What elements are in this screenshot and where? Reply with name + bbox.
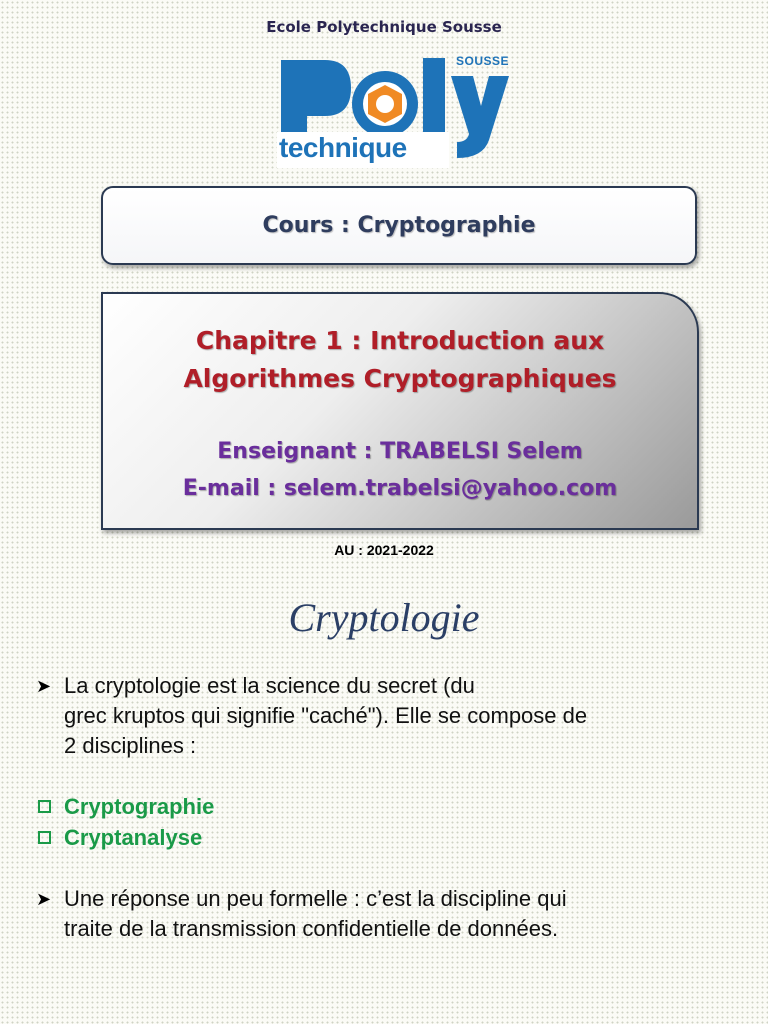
teacher-email: E-mail : selem.trabelsi@yahoo.com	[182, 476, 618, 501]
paragraph-line: La cryptologie est la science du secret (du	[64, 673, 475, 698]
list-item-label: Cryptanalyse	[64, 825, 203, 850]
course-title: Cours : Cryptographie	[262, 213, 536, 238]
list-item	[36, 791, 636, 822]
polytechnique-logo	[277, 54, 509, 168]
paragraph-line: grec kruptos qui signifie "caché"). Elle se compose de	[64, 703, 588, 728]
course-box	[101, 186, 697, 265]
chapter-box	[101, 292, 699, 530]
chapter-title	[103, 322, 697, 398]
paragraph-formal-definition	[36, 884, 756, 944]
chapter-title-line1: Chapitre 1 : Introduction aux	[195, 326, 605, 355]
teacher-name: Enseignant : TRABELSI Selem	[217, 439, 583, 464]
logo-sousse-label: SOUSSE	[455, 54, 509, 68]
paragraph-definition	[36, 671, 756, 761]
paragraph-line: Une réponse un peu formelle : c’est la discipline qui	[64, 886, 567, 911]
paragraph-line: 2 disciplines :	[64, 733, 197, 758]
checkbox-bullet-icon	[38, 800, 51, 813]
disciplines-list	[36, 791, 636, 853]
arrow-bullet-icon: ➤	[36, 676, 52, 696]
chapter-title-line2: Algorithmes Cryptographiques	[183, 364, 617, 393]
list-item	[36, 822, 636, 853]
list-item-label: Cryptographie	[64, 794, 215, 819]
arrow-bullet-icon: ➤	[36, 889, 52, 909]
checkbox-bullet-icon	[38, 831, 51, 844]
section-title: Cryptologie	[288, 595, 480, 640]
school-name: Ecole Polytechnique Sousse	[266, 18, 502, 36]
academic-year: AU : 2021-2022	[334, 542, 434, 558]
paragraph-line: traite de la transmission confidentielle de données.	[64, 916, 559, 941]
logo-technique-label: technique	[279, 132, 407, 163]
